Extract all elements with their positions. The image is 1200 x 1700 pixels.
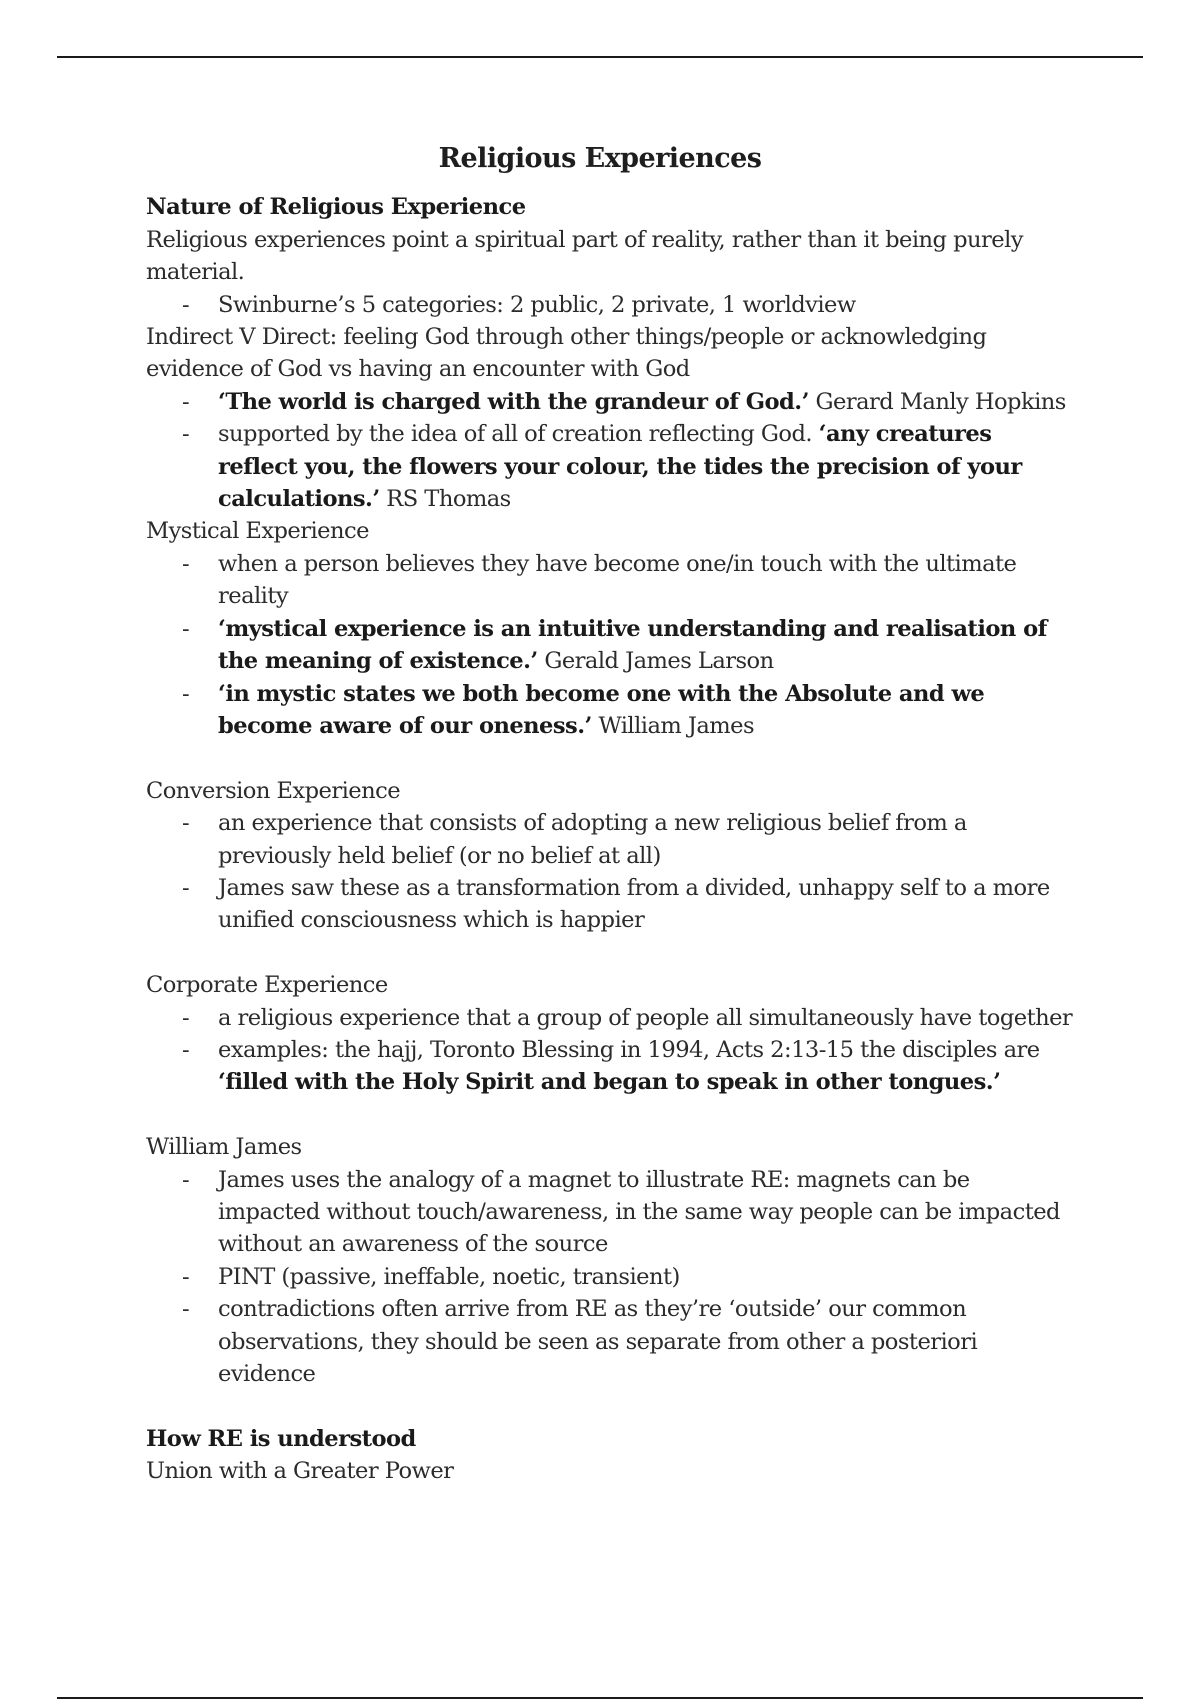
quote-william-james: ‘in mystic states we both become one with the Absolute and we become aware of our oneness.’ xyxy=(218,680,985,739)
indirect-direct-text: Indirect V Direct: feeling God through other things/people or acknowledging evidence of God vs having an encounter with God xyxy=(146,324,987,383)
quote-author: William James xyxy=(591,712,755,739)
list-item xyxy=(146,386,1076,418)
list-item xyxy=(146,678,1076,743)
section-heading-understood: How RE is understood xyxy=(146,1425,416,1452)
list-item: - James saw these as a transformation from a divided, unhappy self to a more unified consciousness which is happier xyxy=(146,872,1076,937)
nature-list-2 xyxy=(146,386,1076,516)
list-item: - a religious experience that a group of people all simultaneously have together xyxy=(146,1002,1076,1034)
list-item: - an experience that consists of adopting a new religious belief from a previously held belief (or no belief at all) xyxy=(146,807,1076,872)
list-item: - James uses the analogy of a magnet to illustrate RE: magnets can be impacted without touch/awareness, in the same way people can be impacted without an awareness of the source xyxy=(146,1164,1076,1261)
list-item xyxy=(146,418,1076,515)
list-item xyxy=(146,1034,1076,1099)
list-item: - when a person believes they have become one/in touch with the ultimate reality xyxy=(146,548,1076,613)
section-heading-william-james: William James xyxy=(146,1134,302,1161)
quote-hopkins: ‘The world is charged with the grandeur of God.’ xyxy=(218,388,809,415)
header-rule xyxy=(57,56,1143,58)
list-text: examples: the hajj, Toronto Blessing in 1994, Acts 2:13-15 the disciples are xyxy=(218,1036,1040,1063)
list-item: - contradictions often arrive from RE as they’re ‘outside’ our common observations, they should be seen as separate from other a posteriori evidence xyxy=(146,1293,1076,1390)
spacer xyxy=(146,1099,1076,1131)
list-item: - PINT (passive, ineffable, noetic, transient) xyxy=(146,1261,1076,1293)
section-heading-nature: Nature of Religious Experience xyxy=(146,194,526,221)
list-item xyxy=(146,613,1076,678)
quote-larson: ‘mystical experience is an intuitive understanding and realisation of the meaning of existence.’ xyxy=(218,615,1047,675)
quote-rs-thomas: ‘any creatures reflect you, the flowers your colour, the tides the precision of your calculations.’ xyxy=(218,421,1022,513)
section-heading-mystical: Mystical Experience xyxy=(146,518,369,545)
footer-rule xyxy=(57,1697,1143,1699)
corporate-list xyxy=(146,1002,1076,1099)
spacer xyxy=(146,937,1076,969)
document-body xyxy=(146,143,1076,1488)
mystical-list xyxy=(146,548,1076,742)
conversion-list xyxy=(146,807,1076,937)
quote-author: Gerald James Larson xyxy=(537,648,774,675)
understood-line: Union with a Greater Power xyxy=(146,1458,454,1485)
quote-acts: ‘filled with the Holy Spirit and began to speak in other tongues.’ xyxy=(218,1069,1001,1096)
list-text: supported by the idea of all of creation reflecting God. xyxy=(218,421,819,448)
quote-author: RS Thomas xyxy=(379,486,511,513)
page-title: Religious Experiences xyxy=(438,143,762,174)
spacer xyxy=(146,1390,1076,1422)
nature-list-1 xyxy=(146,289,1076,321)
section-heading-corporate: Corporate Experience xyxy=(146,972,388,999)
list-item: - Swinburne’s 5 categories: 2 public, 2 private, 1 worldview xyxy=(146,289,1076,321)
nature-intro: Religious experiences point a spiritual part of reality, rather than it being purely material. xyxy=(146,226,1023,286)
spacer xyxy=(146,742,1076,774)
section-heading-conversion: Conversion Experience xyxy=(146,777,401,804)
quote-author: Gerard Manly Hopkins xyxy=(808,388,1066,415)
william-james-list xyxy=(146,1164,1076,1391)
